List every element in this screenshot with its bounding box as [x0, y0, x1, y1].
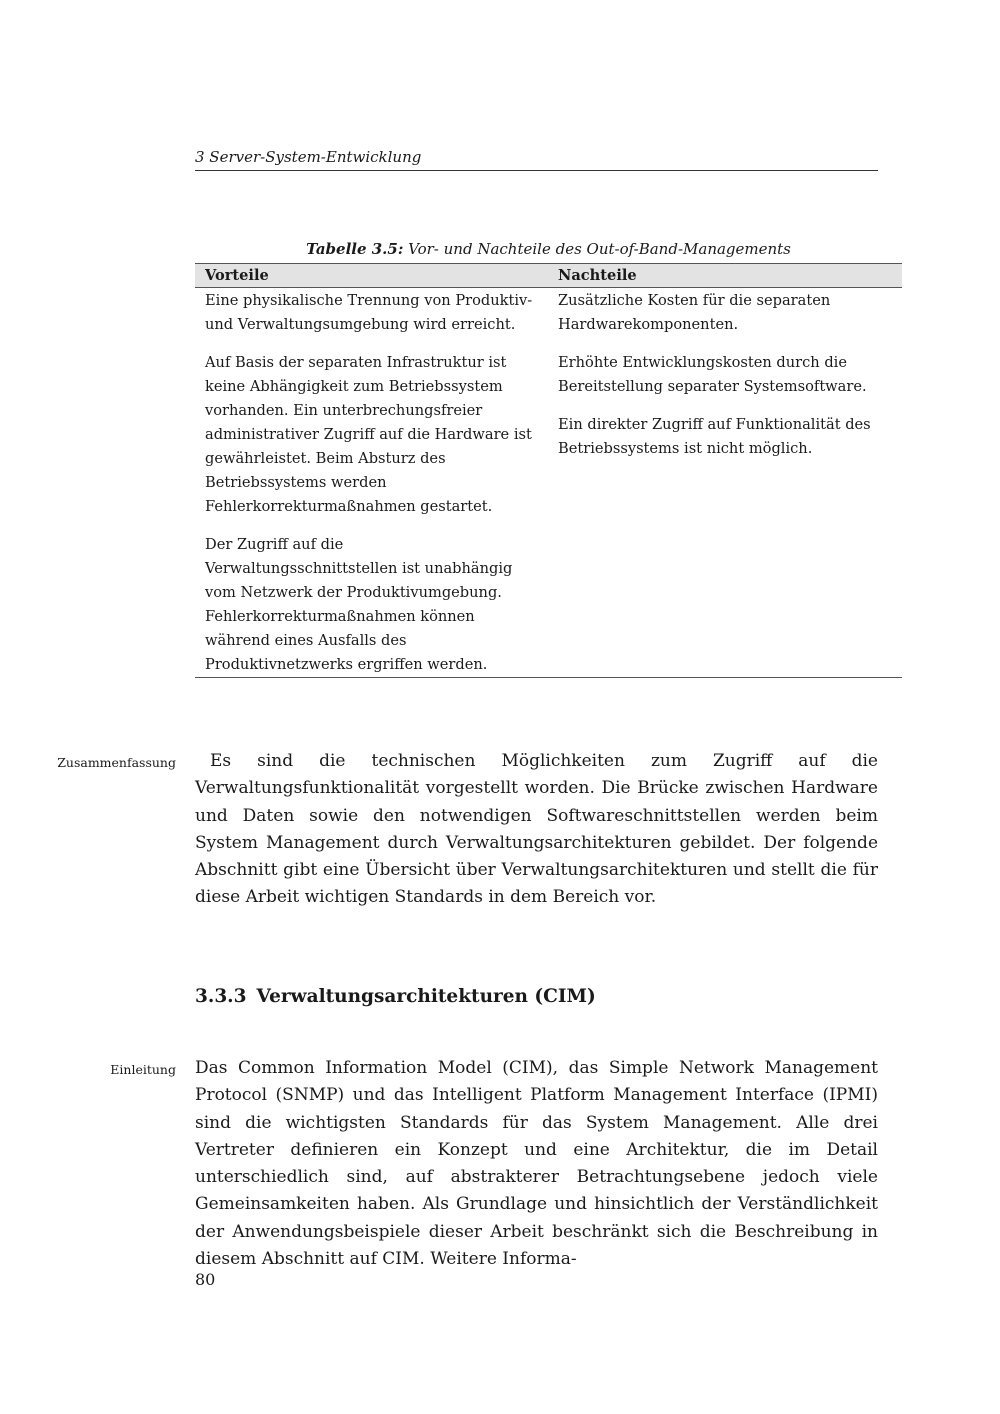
table-caption [195, 240, 902, 258]
page-number: 80 [195, 1270, 216, 1289]
advantage-item: Eine physikalische Trennung von Produktiv- und Verwaltungsumgebung wird erreicht. [205, 292, 533, 333]
margin-note-intro: Einleitung [110, 1062, 176, 1077]
table-row [195, 288, 902, 678]
table-header-row [195, 264, 902, 288]
pros-cons-table [195, 263, 902, 678]
header-disadvantages: Nachteile [548, 264, 902, 288]
margin-note-summary: Zusammenfassung [57, 755, 176, 770]
section-heading [195, 986, 596, 1007]
advantage-item: Der Zugriff auf die Verwaltungsschnittstellen ist unabhängig vom Netzwerk der Produktivumgebung. Fehlerkorrekturmaßnahmen können während eines Ausfalls des Produktivnetzwerks ergriffen werden. [205, 536, 513, 673]
section-number: 3.3.3 [195, 986, 247, 1007]
disadvantage-item: Erhöhte Entwicklungskosten durch die Bereitstellung separater Systemsoftware. [558, 354, 867, 395]
advantages-cell [195, 288, 548, 678]
table-caption-text: Vor- und Nachteile des Out-of-Band-Managements [403, 240, 791, 258]
running-head: 3 Server-System-Entwicklung [195, 148, 878, 171]
disadvantages-cell [548, 288, 902, 678]
header-advantages: Vorteile [195, 264, 548, 288]
disadvantage-item: Zusätzliche Kosten für die separaten Hardwarekomponenten. [558, 292, 831, 333]
section-title: Verwaltungsarchitekturen (CIM) [256, 986, 596, 1007]
advantage-item: Auf Basis der separaten Infrastruktur ist keine Abhängigkeit zum Betriebssystem vorhanden. Ein unterbrechungsfreier administrativer Zugriff auf die Hardware ist gewährleistet. Beim Absturz des Betriebssystems werden Fehlerkorrekturmaßnahmen gestartet. [205, 354, 532, 515]
summary-paragraph: Es sind die technischen Möglichkeiten zum Zugriff auf die Verwaltungsfunktionalität vorgestellt worden. Die Brücke zwischen Hardware und Daten sowie den notwendigen Softwareschnittstellen werden beim System Management durch Verwaltungsarchitekturen gebildet. Der folgende Abschnitt gibt eine Übersicht über Verwaltungsarchitekturen und stellt die für diese Arbeit wichtigen Standards in dem Bereich vor. [195, 751, 878, 908]
table-caption-label: Tabelle 3.5: [306, 240, 404, 258]
disadvantage-item: Ein direkter Zugriff auf Funktionalität des Betriebssystems ist nicht möglich. [558, 416, 871, 457]
intro-paragraph: Das Common Information Model (CIM), das Simple Network Management Protocol (SNMP) und das Intelligent Platform Management Interface (IPMI) sind die wichtigsten Standards für das System Management. Alle drei Vertreter definieren ein Konzept und eine Architektur, die im Detail unterschiedlich sind, auf abstrakterer Betrachtungsebene jedoch viele Gemeinsamkeiten haben. Als Grundlage und hinsichtlich der Verständlichkeit der Anwendungsbeispiele dieser Arbeit beschränkt sich die Beschreibung in diesem Abschnitt auf CIM. Weitere Informa- [195, 1058, 878, 1270]
